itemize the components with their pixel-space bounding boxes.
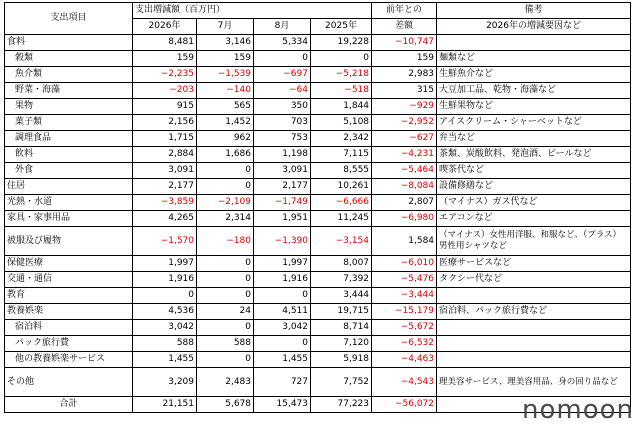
value-cell: −180 — [197, 227, 254, 256]
value-cell: 8,555 — [311, 163, 372, 179]
value-cell: 0 — [311, 51, 372, 67]
value-cell: 5,918 — [311, 352, 372, 368]
note-cell — [437, 288, 631, 304]
value-cell: 5,678 — [197, 397, 254, 413]
table-row — [5, 227, 631, 256]
value-cell: 7,115 — [311, 147, 372, 163]
row-label: 教養娯楽 — [5, 304, 133, 320]
value-cell: −2,109 — [197, 195, 254, 211]
value-cell: −6,666 — [311, 195, 372, 211]
value-cell: 0 — [133, 288, 197, 304]
value-cell: 2,483 — [197, 368, 254, 397]
header-amount-group: 支出増減額（百万円） — [133, 3, 372, 19]
header-item: 支出項目 — [5, 3, 133, 35]
table-row — [5, 320, 631, 336]
row-label: 穀類 — [5, 51, 133, 67]
diff-cell: −4,463 — [372, 352, 437, 368]
value-cell: 2,177 — [254, 179, 311, 195]
value-cell: −3,154 — [311, 227, 372, 256]
note-cell — [437, 336, 631, 352]
row-label: その他 — [5, 368, 133, 397]
diff-cell: −3,444 — [372, 288, 437, 304]
table-row — [5, 368, 631, 397]
table-row — [5, 67, 631, 83]
row-label: パック旅行費 — [5, 336, 133, 352]
table-row — [5, 336, 631, 352]
value-cell: 2,156 — [133, 115, 197, 131]
value-cell: 10,261 — [311, 179, 372, 195]
header-diff-bottom: 差額 — [372, 19, 437, 35]
value-cell: 1,997 — [254, 256, 311, 272]
value-cell: 3,209 — [133, 368, 197, 397]
header-year-1: 7月 — [197, 19, 254, 35]
value-cell: 588 — [197, 336, 254, 352]
table-row — [5, 304, 631, 320]
table-row — [5, 352, 631, 368]
spending-table — [4, 2, 631, 413]
table-row — [5, 163, 631, 179]
note-cell: 理美容サービス、理美容用品、身の回り品など — [437, 368, 631, 397]
value-cell: −697 — [254, 67, 311, 83]
note-cell: アイスクリーム・シャーベットなど — [437, 115, 631, 131]
value-cell: −1,539 — [197, 67, 254, 83]
row-label: 住居 — [5, 179, 133, 195]
value-cell: 1,686 — [197, 147, 254, 163]
diff-cell: −5,476 — [372, 272, 437, 288]
value-cell: 159 — [133, 51, 197, 67]
value-cell: 8,007 — [311, 256, 372, 272]
note-cell — [437, 320, 631, 336]
note-cell: （マイナス）ガス代など — [437, 195, 631, 211]
table-row — [5, 211, 631, 227]
value-cell: 0 — [254, 336, 311, 352]
table-row — [5, 83, 631, 99]
value-cell: 753 — [254, 131, 311, 147]
header-note-bottom: 2026年の増減要因など — [437, 19, 631, 35]
table-row — [5, 195, 631, 211]
value-cell: 0 — [254, 288, 311, 304]
row-label: 果物 — [5, 99, 133, 115]
value-cell: 1,455 — [254, 352, 311, 368]
value-cell: 588 — [133, 336, 197, 352]
header-year-3: 2025年 — [311, 19, 372, 35]
header-year-2: 8月 — [254, 19, 311, 35]
note-cell: 大豆加工品、乾物・海藻など — [437, 83, 631, 99]
row-label: 食料 — [5, 35, 133, 51]
value-cell: 8,714 — [311, 320, 372, 336]
value-cell: 1,997 — [133, 256, 197, 272]
value-cell: 1,715 — [133, 131, 197, 147]
table-row — [5, 147, 631, 163]
diff-cell: −15,179 — [372, 304, 437, 320]
row-label: 菓子類 — [5, 115, 133, 131]
row-label: 外食 — [5, 163, 133, 179]
diff-cell: −627 — [372, 131, 437, 147]
diff-cell: −4,543 — [372, 368, 437, 397]
note-cell: 麺類など — [437, 51, 631, 67]
row-label: 飲料 — [5, 147, 133, 163]
value-cell: 962 — [197, 131, 254, 147]
diff-cell: −929 — [372, 99, 437, 115]
note-cell: （マイナス）女性用洋服、和服など、（プラス）男性用シャツなど — [437, 227, 631, 256]
diff-cell: −6,980 — [372, 211, 437, 227]
row-label: 被服及び履物 — [5, 227, 133, 256]
table-row — [5, 99, 631, 115]
note-cell: 喫茶代など — [437, 163, 631, 179]
diff-cell: −8,084 — [372, 179, 437, 195]
value-cell: −1,749 — [254, 195, 311, 211]
row-label: 他の教養娯楽サービス — [5, 352, 133, 368]
value-cell: 19,715 — [311, 304, 372, 320]
note-cell: 茶類、炭酸飲料、発泡酒、ビールなど — [437, 147, 631, 163]
value-cell: 7,120 — [311, 336, 372, 352]
diff-cell: −5,464 — [372, 163, 437, 179]
value-cell: −518 — [311, 83, 372, 99]
value-cell: 24 — [197, 304, 254, 320]
value-cell: 1,844 — [311, 99, 372, 115]
value-cell: 1,916 — [254, 272, 311, 288]
note-cell: 医療サービスなど — [437, 256, 631, 272]
value-cell: 3,146 — [197, 35, 254, 51]
value-cell: 0 — [197, 272, 254, 288]
table-row — [5, 131, 631, 147]
row-label: 交通・通信 — [5, 272, 133, 288]
value-cell: 4,511 — [254, 304, 311, 320]
value-cell: 5,334 — [254, 35, 311, 51]
header-row-1 — [5, 3, 631, 19]
value-cell: −2,235 — [133, 67, 197, 83]
value-cell: −1,390 — [254, 227, 311, 256]
value-cell: 3,091 — [254, 163, 311, 179]
row-label: 光熱・水道 — [5, 195, 133, 211]
diff-cell: −6,532 — [372, 336, 437, 352]
value-cell: 15,473 — [254, 397, 311, 413]
table-row — [5, 115, 631, 131]
note-cell — [437, 352, 631, 368]
header-note-top: 備考 — [437, 3, 631, 19]
value-cell: 159 — [197, 51, 254, 67]
row-label: 魚介類 — [5, 67, 133, 83]
value-cell: 0 — [197, 179, 254, 195]
value-cell: 3,091 — [133, 163, 197, 179]
value-cell: 7,752 — [311, 368, 372, 397]
diff-cell: 2,983 — [372, 67, 437, 83]
value-cell: 77,223 — [311, 397, 372, 413]
diff-cell: −10,747 — [372, 35, 437, 51]
note-cell: 弁当など — [437, 131, 631, 147]
diff-cell: −4,231 — [372, 147, 437, 163]
header-year-0: 2026年 — [133, 19, 197, 35]
value-cell: 2,342 — [311, 131, 372, 147]
row-label: 保健医療 — [5, 256, 133, 272]
value-cell: 4,536 — [133, 304, 197, 320]
row-label: 宿泊料 — [5, 320, 133, 336]
value-cell: 703 — [254, 115, 311, 131]
value-cell: 0 — [197, 352, 254, 368]
value-cell: 4,265 — [133, 211, 197, 227]
row-label: 家具・家事用品 — [5, 211, 133, 227]
value-cell: −1,570 — [133, 227, 197, 256]
value-cell: 3,444 — [311, 288, 372, 304]
value-cell: 8,481 — [133, 35, 197, 51]
value-cell: 3,042 — [254, 320, 311, 336]
note-cell: 宿泊料、パック旅行費など — [437, 304, 631, 320]
value-cell: 2,314 — [197, 211, 254, 227]
value-cell: 11,245 — [311, 211, 372, 227]
value-cell: 2,177 — [133, 179, 197, 195]
table-row — [5, 35, 631, 51]
row-label: 教育 — [5, 288, 133, 304]
value-cell: 0 — [197, 288, 254, 304]
diff-cell: −56,072 — [372, 397, 437, 413]
value-cell: 1,951 — [254, 211, 311, 227]
value-cell: 1,455 — [133, 352, 197, 368]
row-label: 合計 — [5, 397, 133, 413]
table-row — [5, 288, 631, 304]
diff-cell: −2,952 — [372, 115, 437, 131]
row-label: 野菜・海藻 — [5, 83, 133, 99]
value-cell: −5,218 — [311, 67, 372, 83]
value-cell: −64 — [254, 83, 311, 99]
value-cell: 0 — [197, 320, 254, 336]
value-cell: 1,452 — [197, 115, 254, 131]
diff-cell: −6,010 — [372, 256, 437, 272]
table-row — [5, 51, 631, 67]
note-cell: 設備修繕など — [437, 179, 631, 195]
note-cell: エアコンなど — [437, 211, 631, 227]
value-cell: 0 — [197, 163, 254, 179]
value-cell: −140 — [197, 83, 254, 99]
note-cell — [437, 35, 631, 51]
value-cell: 2,884 — [133, 147, 197, 163]
value-cell: 7,392 — [311, 272, 372, 288]
table-row — [5, 179, 631, 195]
diff-cell: 2,807 — [372, 195, 437, 211]
value-cell: 19,228 — [311, 35, 372, 51]
header-diff-top: 前年との — [372, 3, 437, 19]
value-cell: −203 — [133, 83, 197, 99]
value-cell: 565 — [197, 99, 254, 115]
note-cell: 生鮮果物など — [437, 99, 631, 115]
diff-cell: 315 — [372, 83, 437, 99]
row-label: 調理食品 — [5, 131, 133, 147]
value-cell: 21,151 — [133, 397, 197, 413]
note-cell: 生鮮魚介など — [437, 67, 631, 83]
value-cell: −3,859 — [133, 195, 197, 211]
value-cell: 727 — [254, 368, 311, 397]
value-cell: 0 — [197, 256, 254, 272]
value-cell: 0 — [254, 51, 311, 67]
value-cell: 350 — [254, 99, 311, 115]
value-cell: 3,042 — [133, 320, 197, 336]
table-row — [5, 272, 631, 288]
diff-cell: −5,672 — [372, 320, 437, 336]
value-cell: 1,198 — [254, 147, 311, 163]
value-cell: 5,108 — [311, 115, 372, 131]
watermark-logo: nomoon — [521, 395, 634, 425]
diff-cell: 159 — [372, 51, 437, 67]
note-cell: タクシー代など — [437, 272, 631, 288]
value-cell: 915 — [133, 99, 197, 115]
table-row — [5, 256, 631, 272]
diff-cell: 1,584 — [372, 227, 437, 256]
value-cell: 1,916 — [133, 272, 197, 288]
